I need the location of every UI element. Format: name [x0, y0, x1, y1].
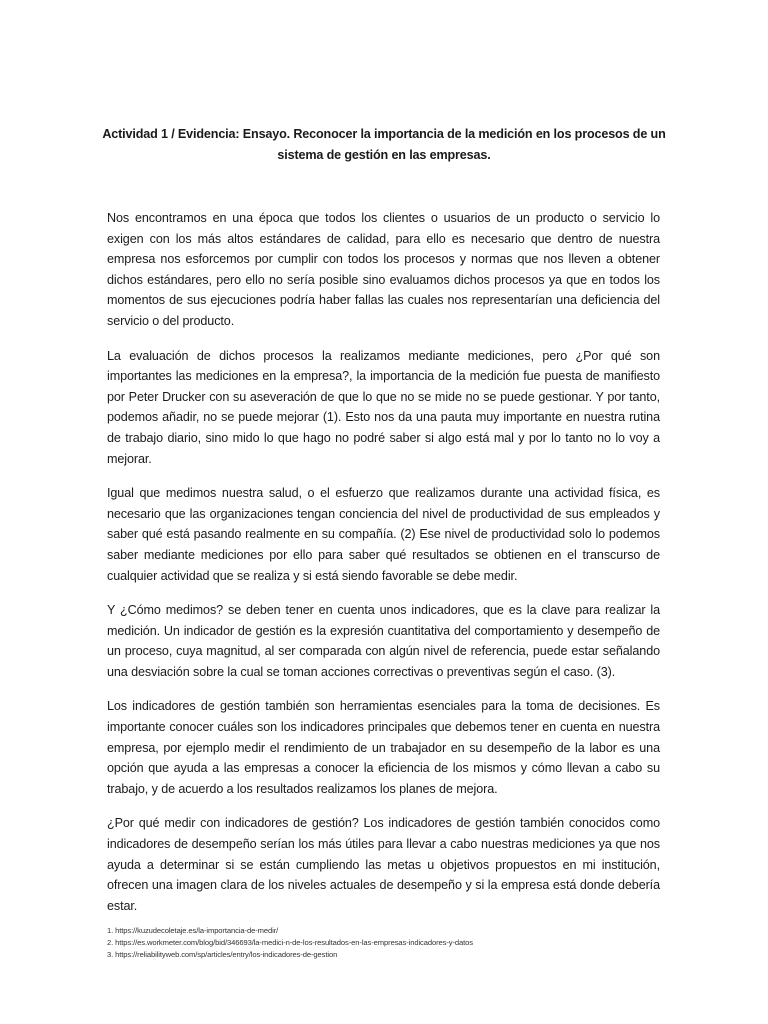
document-title: Actividad 1 / Evidencia: Ensayo. Reconocer la importancia de la medición en los procesos de un sistema de gestión en las empresas. [102, 127, 666, 162]
paragraph: Los indicadores de gestión también son herramientas esenciales para la toma de decisiones. Es importante conocer cuáles son los indicadores principales que debemos tener en cuenta en nuestra empresa, por ejemplo medir el rendimiento de un trabajador en su desempeño de la labor es una opción que ayuda a las empresas a conocer la eficiencia de los mismos y cómo llevan a cabo su trabajo, y de acuerdo a los resultados realizamos los planes de mejora. [107, 699, 660, 796]
document-body [107, 208, 660, 930]
paragraph: Igual que medimos nuestra salud, o el esfuerzo que realizamos durante una actividad física, es necesario que las organizaciones tengan conciencia del nivel de productividad de sus empleados y saber qué está pasando realmente en su compañía. (2) Ese nivel de productividad solo lo podemos saber mediante mediciones por ello para saber qué resultados se obtienen en el transcurso de cualquier actividad que se realiza y si está siendo favorable se debe medir. [107, 486, 660, 583]
paragraph: Nos encontramos en una época que todos los clientes o usuarios de un producto o servicio lo exigen con los más altos estándares de calidad, para ello es necesario que dentro de nuestra empresa nos esforcemos por cumplir con todos los procesos y normas que nos lleven a obtener dichos estándares, pero ello no sería posible sino evaluamos dichos procesos ya que en todos los momentos de sus ejecuciones podría haber fallas las cuales nos representarían una deficiencia del servicio o del producto. [107, 211, 660, 328]
footnotes [107, 925, 667, 960]
footnote-2: 2. https://es.workmeter.com/blog/bid/346693/la-medici-n-de-los-resultados-en-las-empresas-indicadores-y-datos [107, 937, 474, 947]
footnote-3: 3. https://reliabilityweb.com/sp/articles/entry/los-indicadores-de-gestion [107, 949, 338, 959]
paragraph: ¿Por qué medir con indicadores de gestión? Los indicadores de gestión también conocidos como indicadores de desempeño serían los más útiles para llevar a cabo nuestras mediciones ya que nos ayuda a determinar si se están cumpliendo las metas u objetivos propuestos en mi institución, ofrecen una imagen clara de los niveles actuales de desempeño y si la empresa está donde debería estar. [107, 816, 660, 913]
footnote-1: 1. https://kuzudecoletaje.es/la-importancia-de-medir/ [107, 926, 279, 935]
paragraph: Y ¿Cómo medimos? se deben tener en cuenta unos indicadores, que es la clave para realizar la medición. Un indicador de gestión es la expresión cuantitativa del comportamiento y desempeño de un proceso, cuya magnitud, al ser comparada con algún nivel de referencia, puede estar señalando una desviación sobre la cual se toman acciones correctivas o preventivas según el caso. (3). [107, 603, 660, 679]
paragraph: La evaluación de dichos procesos la realizamos mediante mediciones, pero ¿Por qué son importantes las mediciones en la empresa?, la importancia de la medición fue puesta de manifiesto por Peter Drucker con su aseveración de que lo que no se mide no se puede gestionar. Y por tanto, podemos añadir, no se puede mejorar (1). Esto nos da una pauta muy importante en nuestra rutina de trabajo diario, sino mido lo que hago no podré saber si algo está mal y por lo tanto no lo voy a mejorar. [107, 348, 660, 466]
